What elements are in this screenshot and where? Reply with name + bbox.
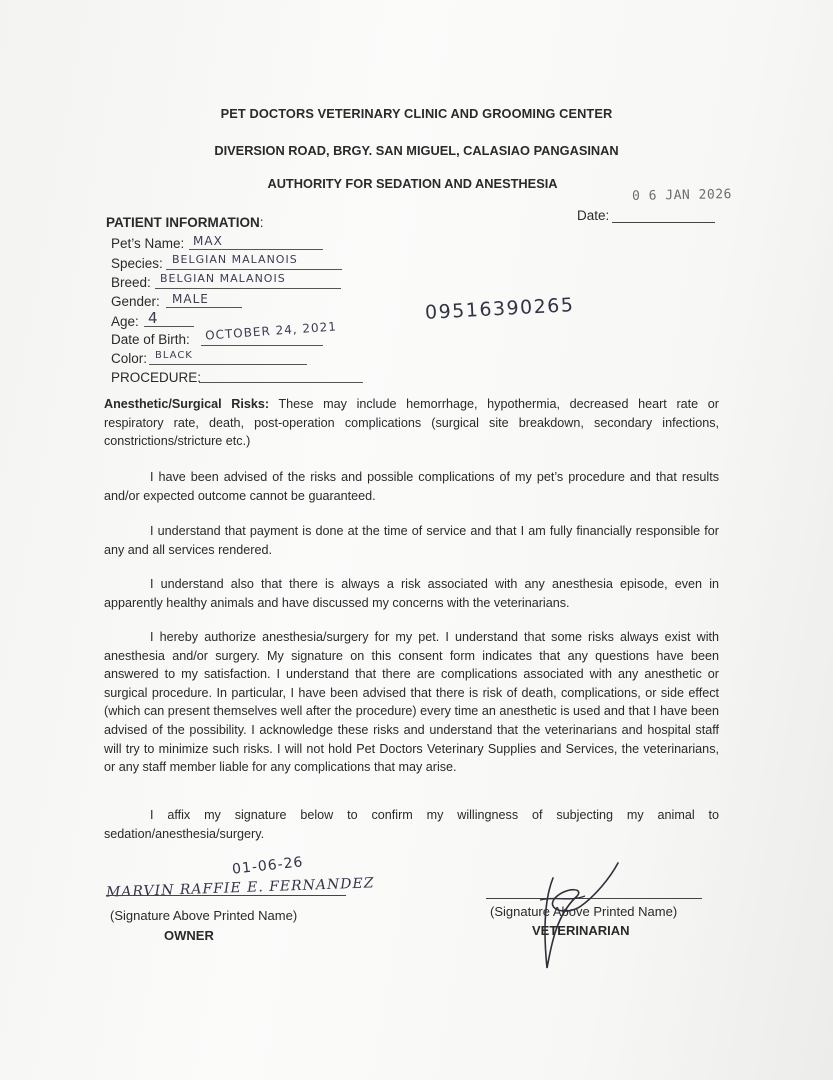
owner-handwritten-name: MARVIN RAFFIE E. FERNANDEZ: [105, 875, 375, 901]
color-label: Color:: [111, 351, 148, 366]
gender-value: MALE: [172, 292, 209, 306]
vet-role-label: VETERINARIAN: [532, 923, 630, 938]
handwritten-phone-number: 09516390265: [424, 294, 575, 324]
breed-label: Breed:: [111, 275, 151, 290]
species-line: [166, 269, 342, 270]
pet-name-value: MAX: [193, 234, 223, 248]
paragraph-affix-signature: I affix my signature below to confirm my willingness of subjecting my animal to sedation/anesthesia/surgery.: [104, 808, 719, 841]
paragraph-advised: I have been advised of the risks and possible complications of my pet’s procedure and that results and/or expected outcome cannot be guaranteed.: [104, 470, 719, 503]
breed-value: BELGIAN MALANOIS: [160, 272, 286, 285]
owner-signature-caption: (Signature Above Printed Name): [110, 908, 298, 923]
clinic-name: PET DOCTORS VETERINARY CLINIC AND GROOMING CENTER: [220, 106, 613, 121]
dob-label: Date of Birth:: [111, 332, 190, 347]
color-value: BLACK: [155, 350, 193, 361]
patient-info-title: PATIENT INFORMATION:: [106, 215, 264, 230]
risk-paragraph: Anesthetic/Surgical Risks: These may include hemorrhage, hypothermia, decreased heart rate or respiratory rate, death, post-operation complications (surgical site breakdown, secondary infections, constrictions/stricture etc.): [104, 397, 719, 449]
owner-handwritten-date: 01-06-26: [231, 854, 305, 878]
paragraph-authorization: I hereby authorize anesthesia/surgery for my pet. I understand that some risks always exist with anesthesia and/or surgery. My signature on this consent form indicates that any questions have been answered to my satisfaction. I understand that there are complications associated with any anesthetic or surgical procedure. In particular, I have been advised that there is risk of death, complications, or side effect (which can present themselves well after the procedure) every time an anesthetic is used and that I have been advised of the possibility. I acknowledge these risks and understand that the veterinarians and hospital staff will try to minimize such risks. I will not hold Pet Doctors Veterinary Supplies and Services, the veterinarians, or any staff member liable for any complications that may arise.: [104, 630, 719, 775]
color-line: [149, 364, 307, 365]
date-stamp: 0 6 JAN 2026: [631, 187, 733, 204]
age-value: 4: [148, 309, 159, 327]
species-label: Species:: [111, 256, 163, 271]
procedure-line: [199, 382, 363, 383]
paragraph-payment: I understand that payment is done at the time of service and that I am fully financially responsible for any and all services rendered.: [104, 524, 719, 557]
gender-label: Gender:: [111, 294, 160, 309]
risk-heading: Anesthetic/Surgical Risks:: [104, 397, 270, 411]
paragraph-risk-awareness: I understand also that there is always a risk associated with any anesthesia episode, even in apparently healthy animals and have discussed my concerns with the veterinarians.: [104, 577, 719, 610]
breed-line: [155, 288, 341, 289]
clinic-address: DIVERSION ROAD, BRGY. SAN MIGUEL, CALASIAO PANGASINAN: [214, 143, 619, 158]
dob-value: OCTOBER 24, 2021: [204, 319, 338, 343]
pet-name-label: Pet’s Name:: [111, 236, 185, 251]
form-title: AUTHORITY FOR SEDATION AND ANESTHESIA: [267, 176, 558, 191]
owner-signature-line: [106, 895, 346, 896]
gender-line: [166, 307, 242, 308]
age-label: Age:: [111, 314, 139, 329]
pet-name-line: [189, 249, 323, 250]
species-value: BELGIAN MALANOIS: [172, 253, 298, 266]
owner-role-label: OWNER: [164, 928, 214, 943]
dob-line: [201, 345, 323, 346]
date-field-line: [612, 222, 715, 223]
procedure-label: PROCEDURE:: [111, 370, 202, 385]
vet-signature-caption: (Signature Above Printed Name): [490, 904, 678, 919]
vet-signature-scribble: [515, 858, 635, 973]
date-label: Date:: [577, 208, 610, 223]
